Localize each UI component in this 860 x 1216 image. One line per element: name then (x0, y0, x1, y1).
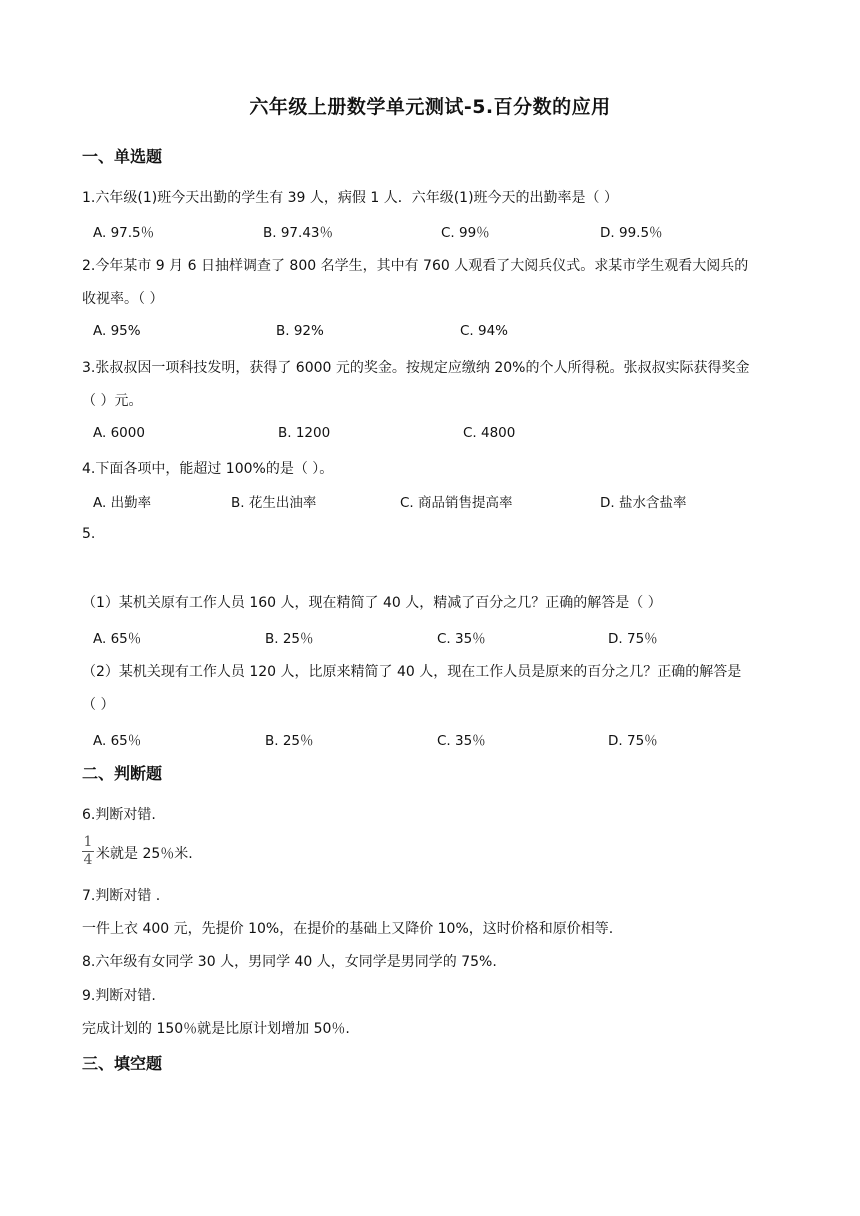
question-3-option-b: B. 1200 (278, 425, 331, 441)
question-7-text: 一件上衣 400 元，先提价 10%，在提价的基础上又降价 10%，这时价格和原价相等. (82, 921, 614, 937)
question-4-option-d: D. 盐水含盐率 (600, 495, 687, 511)
page-title: 六年级上册数学单元测试-5.百分数的应用 (249, 96, 611, 118)
section-heading-true-false: 二、判断题 (82, 764, 163, 783)
question-5-2-option-a: A. 65％ (93, 733, 142, 749)
question-4-option-b: B. 花生出油率 (231, 495, 317, 511)
section-heading-fill-blank: 三、填空题 (82, 1054, 163, 1073)
question-1-option-d: D. 99.5％ (600, 225, 663, 241)
question-4-text: 4.下面各项中，能超过 100%的是（ ）。 (82, 461, 334, 477)
question-3-text-line-2: （ ）元。 (82, 393, 143, 409)
question-5-2-option-d: D. 75％ (608, 733, 658, 749)
question-8-text: 8.六年级有女同学 30 人，男同学 40 人，女同学是男同学的 75%. (82, 954, 497, 970)
question-1-text: 1.六年级(1)班今天出勤的学生有 39 人，病假 1 人．六年级(1)班今天的出勤率是（ ） (82, 190, 618, 206)
question-2-text-line-1: 2.今年某市 9 月 6 日抽样调查了 800 名学生，其中有 760 人观看了大阅兵仪式。求某市学生观看大阅兵的 (82, 258, 749, 274)
question-3-option-c: C. 4800 (463, 425, 516, 441)
question-2-text-line-2: 收视率。（ ） (82, 291, 164, 307)
question-9-label: 9.判断对错. (82, 988, 156, 1004)
question-6-text: 米就是 25％米. (96, 846, 193, 862)
question-5-2-option-c: C. 35％ (437, 733, 486, 749)
fraction-denominator: 4 (83, 852, 93, 868)
question-5-2-text-line-1: （2）某机关现有工作人员 120 人，比原来精简了 40 人，现在工作人员是原来的百分之几？正确的解答是 (82, 664, 742, 680)
question-6-label: 6.判断对错. (82, 807, 156, 823)
question-9-text: 完成计划的 150％就是比原计划增加 50％. (82, 1021, 350, 1037)
section-heading-single-choice: 一、单选题 (82, 147, 163, 166)
question-2-option-c: C. 94% (460, 323, 509, 339)
question-1-option-c: C. 99％ (441, 225, 490, 241)
question-4-option-c: C. 商品销售提高率 (400, 495, 513, 511)
question-7-label: 7.判断对错 . (82, 888, 161, 904)
question-1-option-a: A. 97.5％ (93, 225, 155, 241)
question-5-1-text: （1）某机关原有工作人员 160 人，现在精简了 40 人，精减了百分之几？正确的解答是（ ） (82, 595, 662, 611)
question-1-option-b: B. 97.43％ (263, 225, 333, 241)
fraction-numerator: 1 (83, 834, 93, 850)
question-5-1-option-d: D. 75％ (608, 631, 658, 647)
question-5-1-option-b: B. 25％ (265, 631, 314, 647)
question-5-1-option-a: A. 65％ (93, 631, 142, 647)
question-2-option-b: B. 92% (276, 323, 324, 339)
question-5-2-option-b: B. 25％ (265, 733, 314, 749)
question-5-label: 5. (82, 526, 96, 542)
question-2-option-a: A. 95% (93, 323, 141, 339)
fraction-one-quarter (82, 834, 94, 868)
question-3-option-a: A. 6000 (93, 425, 145, 441)
question-5-1-option-c: C. 35％ (437, 631, 486, 647)
question-4-option-a: A. 出勤率 (93, 495, 152, 511)
question-5-2-text-line-2: （ ） (82, 697, 115, 713)
question-3-text-line-1: 3.张叔叔因一项科技发明，获得了 6000 元的奖金。按规定应缴纳 20%的个人所得税。张叔叔实际获得奖金 (82, 360, 750, 376)
